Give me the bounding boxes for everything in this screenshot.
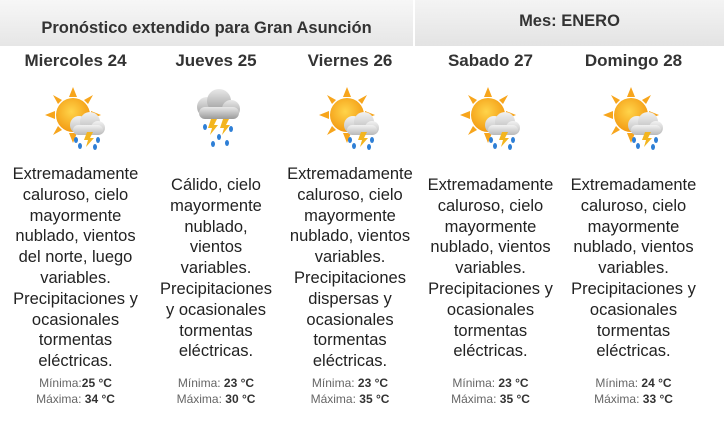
day-description: Cálido, cielo mayormente nublado, vientos variables. Precipitaciones y ocasionales tormentas eléctricas.	[160, 176, 272, 361]
day-description: Extremadamente caluroso, cielo mayormente nublado, vientos variables. Precipitaciones y ocasionales tormentas eléctricas.	[427, 176, 554, 361]
day-card	[562, 46, 705, 422]
day-name: Miercoles 24	[24, 51, 127, 70]
day-card	[281, 46, 419, 422]
max-temp: 35 °C	[499, 391, 530, 406]
day-card	[0, 46, 151, 422]
min-temp: 23 °C	[223, 376, 255, 390]
max-temp: 34 °C	[84, 391, 115, 406]
day-name: Domingo 28	[584, 51, 683, 70]
header	[0, 0, 724, 46]
day-card	[419, 46, 562, 422]
max-temp: 33 °C	[642, 391, 673, 406]
sun-cloud-storm-icon	[458, 85, 524, 151]
min-temp: 23 °C	[357, 376, 389, 390]
temperature-range: Mínima: 23 °C Máxima: 35 °C	[310, 376, 390, 406]
min-temp: 24 °C	[641, 376, 672, 390]
min-temp: 25 °C	[81, 376, 112, 390]
max-temp: 30 °C	[225, 391, 256, 406]
day-description: Extremadamente caluroso, cielo mayormente nublado, vientos variables. Precipitaciones y ocasionales tormentas eléctricas.	[570, 176, 697, 361]
temperature-range: Mínima: 23 °C Máxima: 30 °C	[176, 376, 256, 406]
page-title: Pronóstico extendido para Gran Asunción	[0, 0, 415, 46]
month-label: Mes: ENERO	[415, 0, 724, 46]
temperature-range: Mínima: 24 °C Máxima: 33 °C	[594, 376, 673, 406]
sun-cloud-storm-icon	[601, 85, 667, 151]
sun-cloud-storm-icon	[317, 85, 383, 151]
day-description: Extremadamente caluroso, cielo mayormente nublado, vientos del norte, luego variables. Precipitaciones y ocasionales tormentas eléctricas.	[12, 165, 139, 371]
sun-cloud-storm-icon	[43, 85, 109, 151]
temperature-range: Mínima: 23 °C Máxima: 35 °C	[451, 376, 530, 406]
day-card	[151, 46, 281, 422]
day-description: Extremadamente caluroso, cielo mayormente nublado, vientos variables. Precipitaciones dispersas y ocasionales tormentas eléctricas.	[287, 165, 413, 371]
day-name: Sabado 27	[447, 51, 534, 70]
max-temp: 35 °C	[359, 391, 390, 406]
min-temp: 23 °C	[498, 376, 529, 390]
day-name: Jueves 25	[175, 51, 257, 70]
forecast-days	[0, 46, 724, 422]
temperature-range: Mínima:25 °C Máxima: 34 °C	[36, 376, 115, 406]
cloud-storm-icon	[183, 85, 249, 151]
day-name: Viernes 26	[307, 51, 393, 70]
